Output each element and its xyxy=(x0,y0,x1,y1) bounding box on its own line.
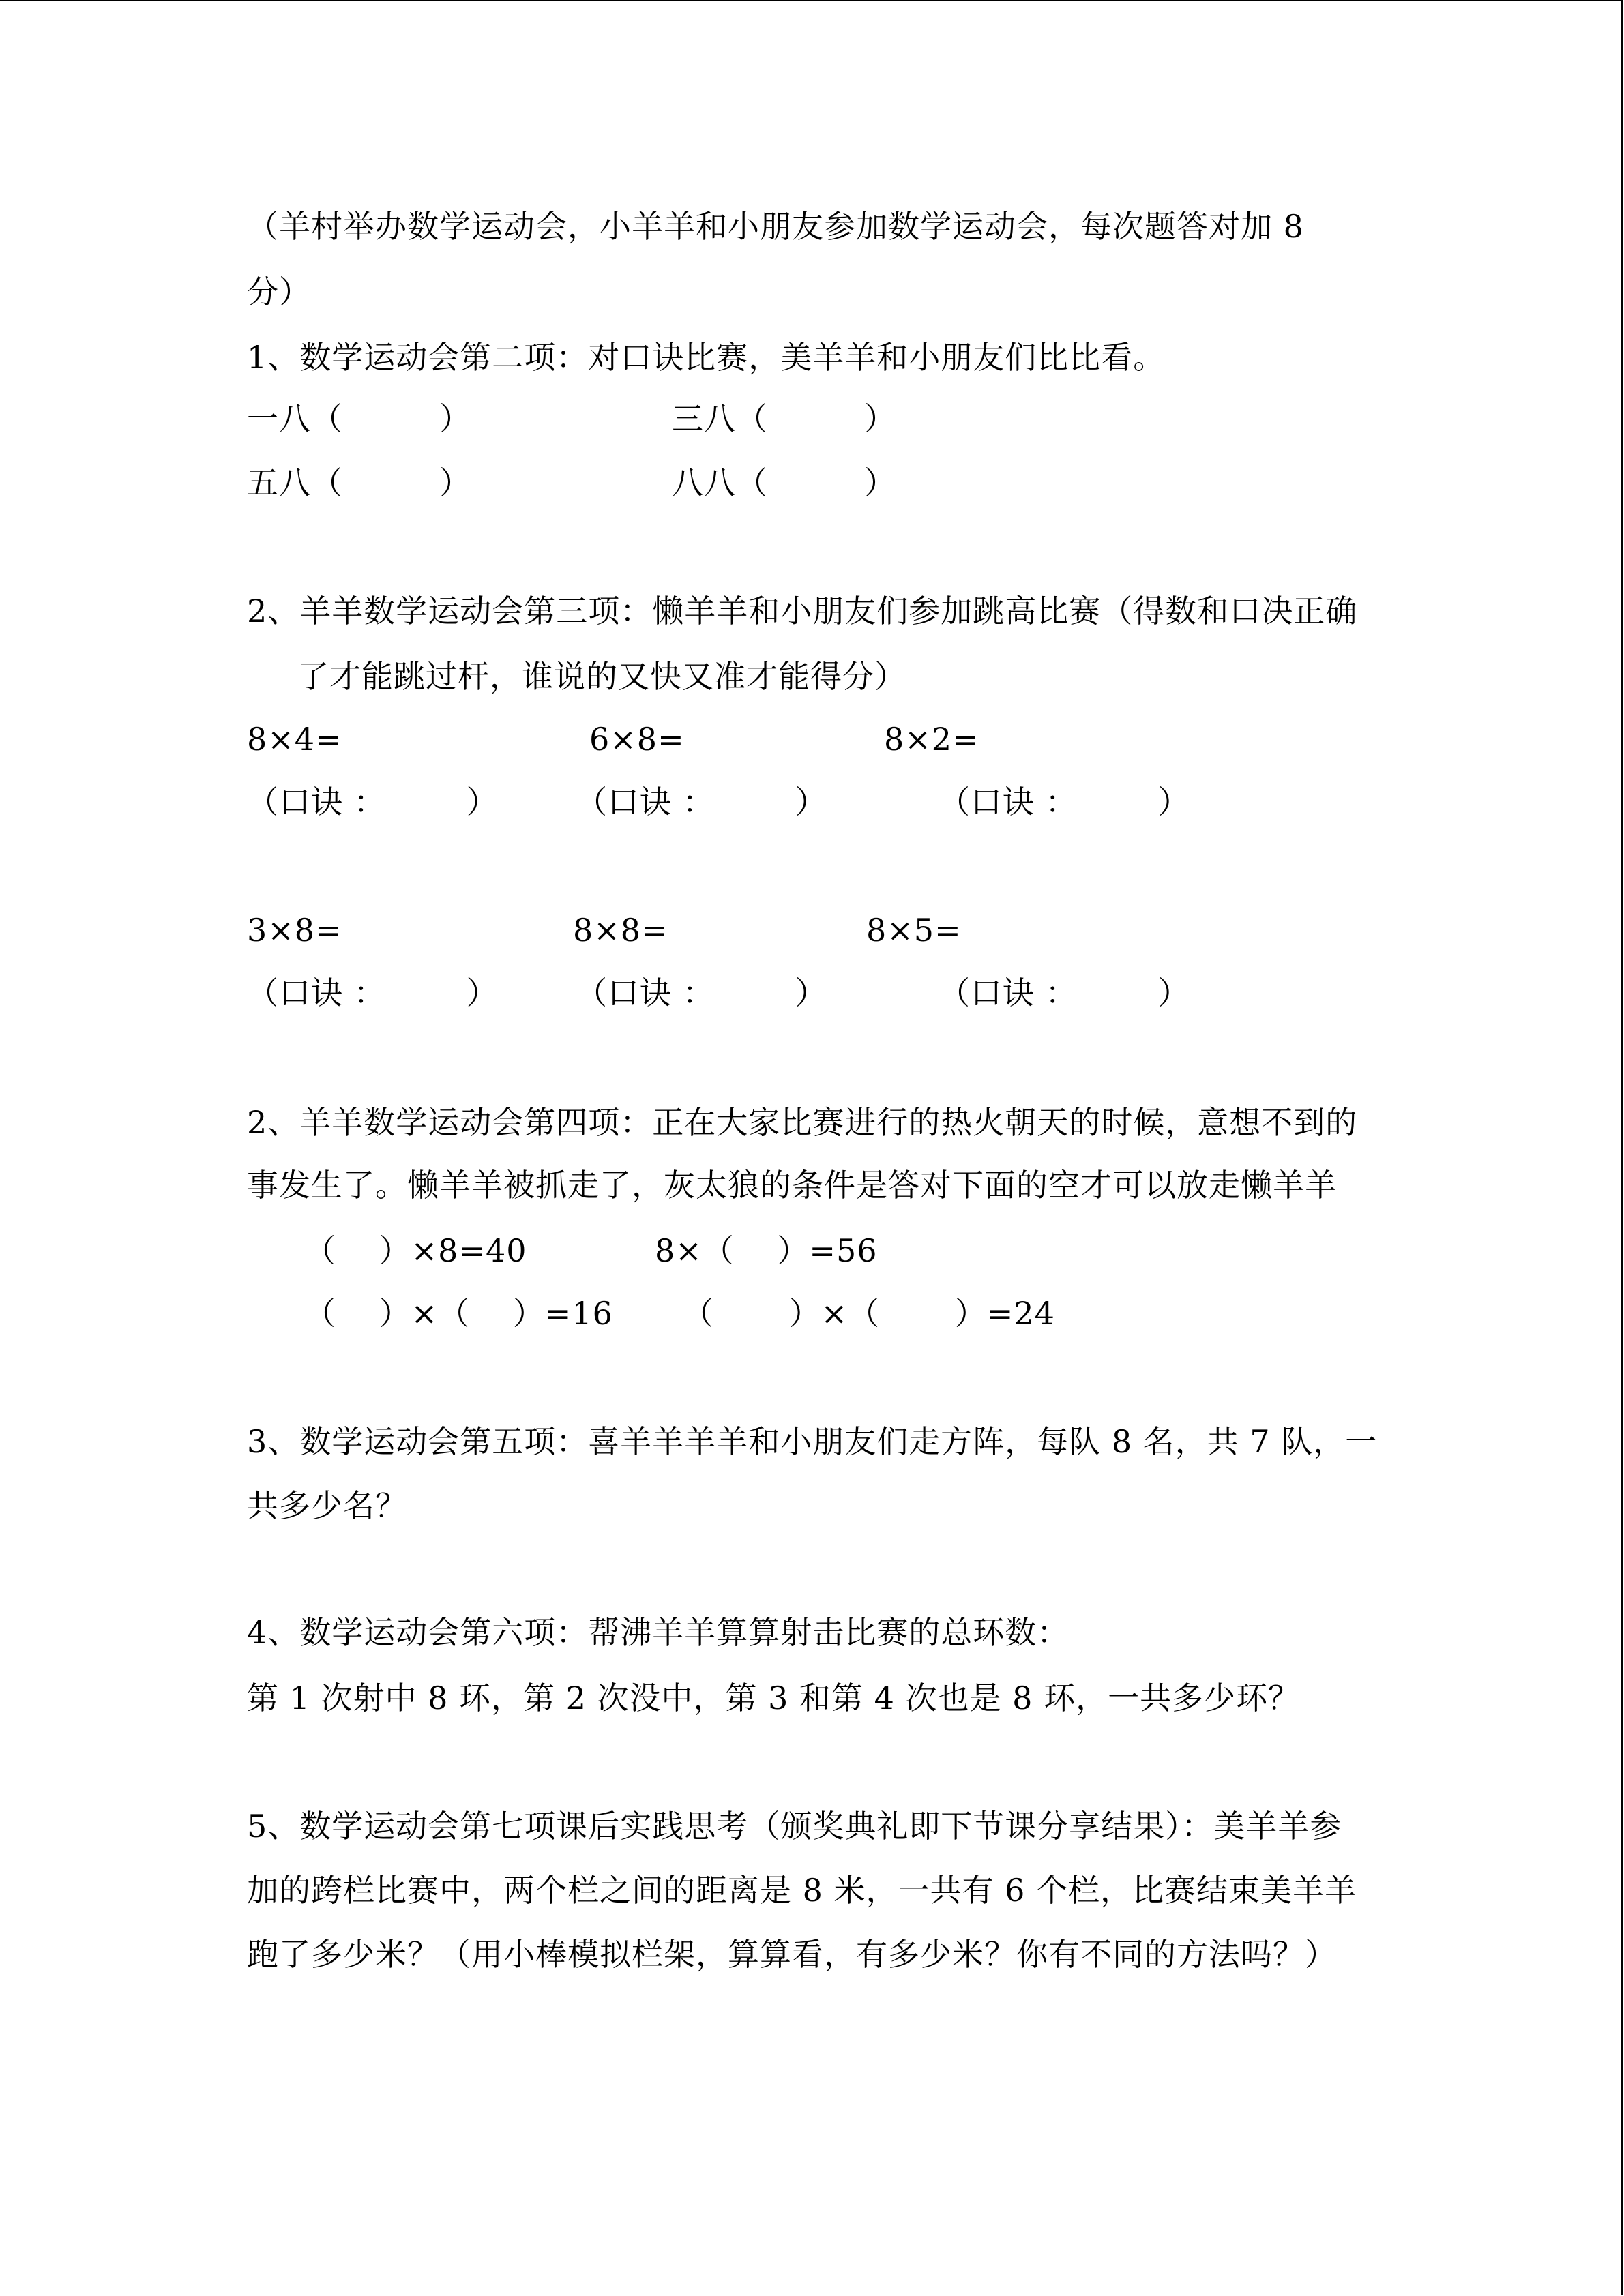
q3-equation-2: 8×（ ）=56 xyxy=(655,1232,878,1269)
q5-line-1: 4、数学运动会第六项：帮沸羊羊算算射击比赛的总环数： xyxy=(247,1614,1069,1651)
q6-line-1: 5、数学运动会第七项课后实践思考（颁奖典礼即下节课分享结果）：美羊羊参 xyxy=(247,1808,1342,1845)
q4-line-2: 共多少名？ xyxy=(247,1487,407,1524)
q2-row2-koujue-2: （口诀 ： ） xyxy=(576,974,827,1011)
q2-row1-koujue-1: （口诀 ： ） xyxy=(247,784,499,820)
q2-row1-koujue-2: （口诀 ： ） xyxy=(576,784,827,820)
q2-row2-eq-3: 8×5= xyxy=(866,912,962,949)
q2-row1-koujue-3: （口诀 ： ） xyxy=(939,784,1190,820)
q2-row1-eq-1: 8×4= xyxy=(247,721,342,758)
q2-row2-koujue-1: （口诀 ： ） xyxy=(247,974,499,1011)
q3-title-line-2: 事发生了。懒羊羊被抓走了，灰太狼的条件是答对下面的空才可以放走懒羊羊 xyxy=(247,1167,1337,1204)
q6-line-3: 跑了多少米？（用小棒模拟栏架，算算看，有多少米？你有不同的方法吗？） xyxy=(247,1936,1337,1973)
q2-title-line-1: 2、羊羊数学运动会第三项：懒羊羊和小朋友们参加跳高比赛（得数和口决正确 xyxy=(247,593,1358,629)
q1-item-2: 三八（ ） xyxy=(672,400,896,437)
q2-row2-koujue-3: （口诀 ： ） xyxy=(939,974,1190,1011)
q3-equation-3: （ ）×（ ）=16 xyxy=(304,1295,613,1332)
q3-title-line-1: 2、羊羊数学运动会第四项：正在大家比赛进行的热火朝天的时候，意想不到的 xyxy=(247,1104,1358,1141)
q2-row2-eq-1: 3×8= xyxy=(247,912,342,949)
q3-equation-4: （ ）×（ ）=24 xyxy=(682,1295,1055,1332)
q6-line-2: 加的跨栏比赛中，两个栏之间的距离是 8 米，一共有 6 个栏，比赛结束美羊羊 xyxy=(247,1872,1357,1909)
intro-line-1: （羊村举办数学运动会，小羊羊和小朋友参加数学运动会，每次题答对加 8 xyxy=(247,208,1304,245)
q5-line-2: 第 1 次射中 8 环，第 2 次没中，第 3 和第 4 次也是 8 环，一共多少环？ xyxy=(247,1680,1301,1716)
q3-equation-1: （ ）×8=40 xyxy=(304,1232,527,1269)
q4-line-1: 3、数学运动会第五项：喜羊羊羊羊和小朋友们走方阵，每队 8 名，共 7 队，一 xyxy=(247,1423,1378,1460)
intro-line-2: 分） xyxy=(247,273,311,310)
q1-item-4: 八八（ ） xyxy=(672,464,896,501)
q2-row1-eq-2: 6×8= xyxy=(589,721,685,758)
q2-row2-eq-2: 8×8= xyxy=(573,912,668,949)
q2-title-line-2: 了才能跳过杆，谁说的又快又准才能得分） xyxy=(297,658,906,695)
q2-row1-eq-3: 8×2= xyxy=(884,721,979,758)
q1-item-1: 一八（ ） xyxy=(247,400,471,437)
q1-item-3: 五八（ ） xyxy=(247,464,471,501)
q1-title: 1、数学运动会第二项：对口诀比赛，美羊羊和小朋友们比比看。 xyxy=(247,339,1166,376)
